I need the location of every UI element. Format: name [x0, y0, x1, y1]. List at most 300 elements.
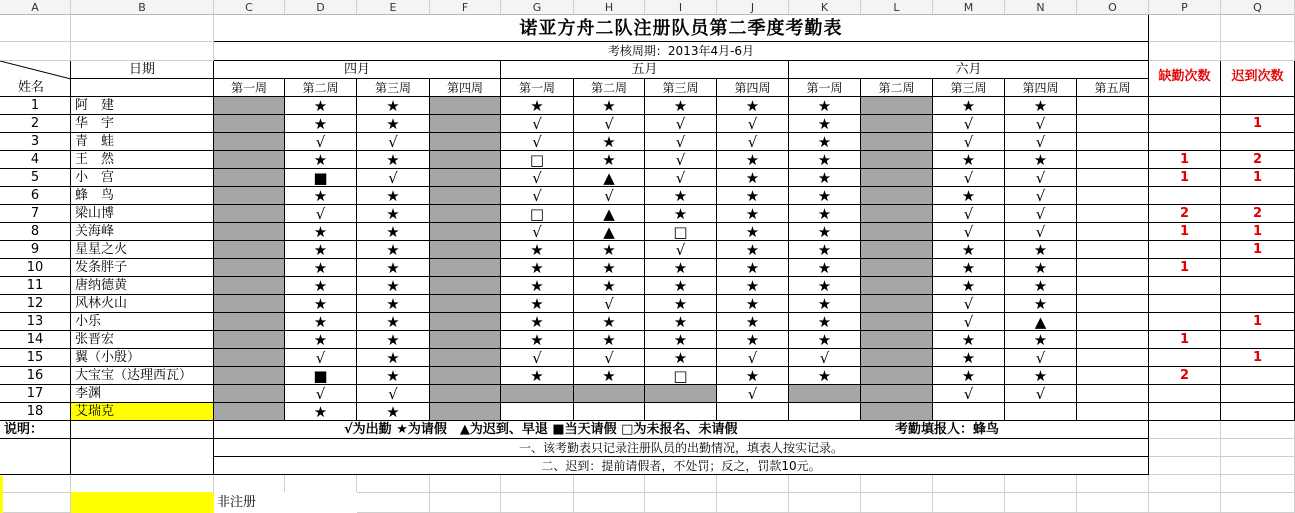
attendance-mark[interactable]: ★	[717, 331, 789, 349]
attendance-mark[interactable]	[861, 223, 933, 241]
attendance-mark[interactable]: ★	[357, 367, 430, 385]
late-count[interactable]: 1	[1221, 115, 1295, 133]
attendance-mark[interactable]: √	[285, 205, 357, 223]
attendance-mark[interactable]	[861, 169, 933, 187]
attendance-mark[interactable]: ★	[645, 349, 717, 367]
member-name[interactable]: 艾瑞克	[71, 403, 214, 421]
attendance-mark[interactable]: √	[357, 385, 430, 403]
attendance-mark[interactable]	[717, 403, 789, 421]
attendance-mark[interactable]: ★	[285, 241, 357, 259]
attendance-mark[interactable]: ★	[933, 187, 1005, 205]
late-count[interactable]	[1221, 331, 1295, 349]
grid-cell[interactable]	[933, 493, 1005, 513]
late-count[interactable]: 1	[1221, 169, 1295, 187]
grid-cell[interactable]	[717, 475, 789, 493]
attendance-mark[interactable]: √	[717, 133, 789, 151]
attendance-mark[interactable]: √	[645, 133, 717, 151]
member-name[interactable]: 唐纳德黄	[71, 277, 214, 295]
column-header-g[interactable]: G	[501, 0, 574, 15]
column-header-q[interactable]: Q	[1221, 0, 1295, 15]
attendance-mark[interactable]: ★	[501, 313, 574, 331]
attendance-mark[interactable]	[861, 259, 933, 277]
member-name[interactable]: 蜂 鸟	[71, 187, 214, 205]
attendance-mark[interactable]	[574, 385, 645, 403]
attendance-mark[interactable]: ★	[574, 151, 645, 169]
absence-count[interactable]	[1149, 349, 1221, 367]
attendance-mark[interactable]	[430, 385, 501, 403]
member-name[interactable]: 发条胖子	[71, 259, 214, 277]
attendance-mark[interactable]	[789, 403, 861, 421]
attendance-mark[interactable]: ★	[717, 205, 789, 223]
grid-cell[interactable]	[1005, 475, 1077, 493]
attendance-mark[interactable]	[1077, 169, 1149, 187]
attendance-mark[interactable]: ▲	[574, 223, 645, 241]
column-header-j[interactable]: J	[717, 0, 789, 15]
attendance-mark[interactable]: ★	[574, 241, 645, 259]
attendance-mark[interactable]	[789, 385, 861, 403]
attendance-mark[interactable]: √	[285, 385, 357, 403]
attendance-mark[interactable]: ★	[645, 205, 717, 223]
absence-count[interactable]	[1149, 133, 1221, 151]
attendance-mark[interactable]: ★	[645, 313, 717, 331]
absence-count[interactable]: 2	[1149, 205, 1221, 223]
late-count[interactable]	[1221, 385, 1295, 403]
grid-cell[interactable]	[1149, 457, 1221, 475]
attendance-mark[interactable]: √	[357, 133, 430, 151]
attendance-mark[interactable]: ★	[645, 277, 717, 295]
grid-cell[interactable]	[1221, 457, 1295, 475]
attendance-mark[interactable]: ★	[789, 277, 861, 295]
attendance-mark[interactable]: ▲	[1005, 313, 1077, 331]
absence-count[interactable]: 1	[1149, 169, 1221, 187]
grid-cell[interactable]	[1221, 475, 1295, 493]
grid-cell[interactable]	[1221, 493, 1295, 513]
absence-count[interactable]	[1149, 295, 1221, 313]
attendance-mark[interactable]: ★	[789, 115, 861, 133]
attendance-mark[interactable]: ★	[1005, 277, 1077, 295]
absence-count[interactable]	[1149, 313, 1221, 331]
attendance-mark[interactable]: ★	[933, 331, 1005, 349]
attendance-mark[interactable]: ★	[285, 277, 357, 295]
attendance-mark[interactable]: ★	[357, 241, 430, 259]
attendance-mark[interactable]: ▲	[574, 169, 645, 187]
column-header-m[interactable]: M	[933, 0, 1005, 15]
grid-cell[interactable]	[717, 493, 789, 513]
attendance-mark[interactable]: √	[717, 349, 789, 367]
attendance-mark[interactable]	[1077, 133, 1149, 151]
member-name[interactable]: 阿 建	[71, 97, 214, 115]
absence-count[interactable]	[1149, 241, 1221, 259]
attendance-mark[interactable]: ★	[933, 151, 1005, 169]
attendance-mark[interactable]	[861, 277, 933, 295]
member-name[interactable]: 风林火山	[71, 295, 214, 313]
attendance-mark[interactable]: ★	[1005, 151, 1077, 169]
grid-cell[interactable]	[1149, 493, 1221, 513]
attendance-mark[interactable]: √	[357, 169, 430, 187]
absence-count[interactable]: 1	[1149, 331, 1221, 349]
grid-cell[interactable]	[430, 475, 501, 493]
attendance-mark[interactable]	[430, 151, 501, 169]
grid-cell[interactable]	[0, 493, 71, 513]
column-header-p[interactable]: P	[1149, 0, 1221, 15]
attendance-mark[interactable]	[430, 313, 501, 331]
attendance-mark[interactable]: ★	[285, 223, 357, 241]
attendance-mark[interactable]	[861, 241, 933, 259]
attendance-mark[interactable]: ★	[574, 97, 645, 115]
late-count[interactable]: 1	[1221, 313, 1295, 331]
attendance-mark[interactable]	[861, 151, 933, 169]
member-name[interactable]: 张晋宏	[71, 331, 214, 349]
attendance-mark[interactable]	[861, 385, 933, 403]
member-name[interactable]: 小乐	[71, 313, 214, 331]
attendance-mark[interactable]: ★	[357, 97, 430, 115]
attendance-mark[interactable]	[1077, 187, 1149, 205]
attendance-mark[interactable]	[430, 169, 501, 187]
attendance-mark[interactable]: ★	[357, 349, 430, 367]
member-name[interactable]: 小 宫	[71, 169, 214, 187]
attendance-mark[interactable]: √	[574, 187, 645, 205]
attendance-mark[interactable]: √	[1005, 349, 1077, 367]
member-name[interactable]: 华 宇	[71, 115, 214, 133]
attendance-mark[interactable]: ★	[574, 277, 645, 295]
attendance-mark[interactable]	[430, 115, 501, 133]
grid-cell[interactable]	[285, 475, 357, 493]
attendance-mark[interactable]: ★	[1005, 97, 1077, 115]
attendance-mark[interactable]: √	[501, 223, 574, 241]
grid-cell[interactable]	[1149, 421, 1221, 439]
attendance-mark[interactable]: √	[933, 115, 1005, 133]
attendance-mark[interactable]: ★	[574, 133, 645, 151]
attendance-mark[interactable]	[214, 115, 285, 133]
attendance-mark[interactable]	[430, 241, 501, 259]
attendance-mark[interactable]: ★	[717, 223, 789, 241]
attendance-mark[interactable]: □	[501, 151, 574, 169]
attendance-mark[interactable]: √	[717, 385, 789, 403]
attendance-mark[interactable]: ★	[285, 259, 357, 277]
grid-cell[interactable]	[861, 493, 933, 513]
attendance-mark[interactable]: √	[933, 169, 1005, 187]
attendance-mark[interactable]: □	[645, 367, 717, 385]
attendance-mark[interactable]	[861, 367, 933, 385]
attendance-mark[interactable]	[1077, 151, 1149, 169]
attendance-mark[interactable]	[1077, 385, 1149, 403]
member-name[interactable]: 关海峰	[71, 223, 214, 241]
attendance-mark[interactable]: ★	[717, 169, 789, 187]
attendance-mark[interactable]: ★	[717, 367, 789, 385]
attendance-mark[interactable]: √	[1005, 205, 1077, 223]
attendance-mark[interactable]: ★	[285, 115, 357, 133]
attendance-mark[interactable]: ★	[789, 205, 861, 223]
absence-count[interactable]	[1149, 385, 1221, 403]
absence-count[interactable]	[1149, 97, 1221, 115]
attendance-mark[interactable]: ★	[357, 115, 430, 133]
attendance-mark[interactable]: ★	[789, 133, 861, 151]
attendance-mark[interactable]: ★	[501, 277, 574, 295]
attendance-mark[interactable]: √	[645, 115, 717, 133]
attendance-mark[interactable]	[430, 133, 501, 151]
attendance-mark[interactable]	[214, 277, 285, 295]
attendance-mark[interactable]: ★	[285, 151, 357, 169]
attendance-mark[interactable]	[214, 205, 285, 223]
column-header-n[interactable]: N	[1005, 0, 1077, 15]
attendance-mark[interactable]	[430, 259, 501, 277]
attendance-mark[interactable]: √	[1005, 385, 1077, 403]
attendance-mark[interactable]: √	[501, 349, 574, 367]
attendance-mark[interactable]: √	[574, 349, 645, 367]
attendance-mark[interactable]: ★	[933, 259, 1005, 277]
attendance-mark[interactable]	[214, 313, 285, 331]
attendance-mark[interactable]: ★	[574, 331, 645, 349]
attendance-mark[interactable]	[501, 385, 574, 403]
attendance-mark[interactable]: ★	[285, 403, 357, 421]
attendance-mark[interactable]: √	[501, 169, 574, 187]
attendance-mark[interactable]: ★	[1005, 331, 1077, 349]
attendance-mark[interactable]: √	[789, 349, 861, 367]
grid-cell[interactable]	[1149, 15, 1221, 42]
attendance-mark[interactable]: ★	[717, 151, 789, 169]
attendance-mark[interactable]	[861, 97, 933, 115]
grid-cell[interactable]	[0, 475, 71, 493]
attendance-mark[interactable]: ★	[501, 295, 574, 313]
attendance-mark[interactable]	[861, 331, 933, 349]
attendance-mark[interactable]: ★	[357, 313, 430, 331]
attendance-mark[interactable]: ★	[933, 349, 1005, 367]
attendance-mark[interactable]: ★	[789, 187, 861, 205]
attendance-mark[interactable]: ■	[285, 169, 357, 187]
attendance-mark[interactable]: ★	[789, 295, 861, 313]
attendance-mark[interactable]	[1077, 97, 1149, 115]
grid-cell[interactable]	[789, 475, 861, 493]
late-count[interactable]	[1221, 367, 1295, 385]
attendance-mark[interactable]	[861, 313, 933, 331]
attendance-mark[interactable]: ★	[574, 259, 645, 277]
attendance-mark[interactable]: ★	[501, 259, 574, 277]
attendance-mark[interactable]	[214, 169, 285, 187]
attendance-mark[interactable]	[214, 133, 285, 151]
grid-cell[interactable]	[861, 475, 933, 493]
attendance-mark[interactable]	[214, 385, 285, 403]
member-name[interactable]: 王 然	[71, 151, 214, 169]
attendance-mark[interactable]: ▲	[574, 205, 645, 223]
grid-cell[interactable]	[1149, 475, 1221, 493]
attendance-mark[interactable]: √	[285, 133, 357, 151]
attendance-mark[interactable]: ★	[501, 241, 574, 259]
member-name[interactable]: 青 蛙	[71, 133, 214, 151]
attendance-mark[interactable]: ★	[357, 277, 430, 295]
attendance-mark[interactable]: ★	[285, 331, 357, 349]
attendance-mark[interactable]: ★	[717, 295, 789, 313]
attendance-mark[interactable]: √	[933, 295, 1005, 313]
attendance-mark[interactable]: ★	[1005, 241, 1077, 259]
attendance-mark[interactable]	[861, 205, 933, 223]
attendance-mark[interactable]: ★	[717, 241, 789, 259]
column-header-k[interactable]: K	[789, 0, 861, 15]
attendance-mark[interactable]: ★	[357, 151, 430, 169]
late-count[interactable]: 2	[1221, 151, 1295, 169]
attendance-mark[interactable]	[861, 295, 933, 313]
late-count[interactable]	[1221, 403, 1295, 421]
attendance-mark[interactable]: ★	[501, 331, 574, 349]
attendance-mark[interactable]: √	[1005, 115, 1077, 133]
attendance-mark[interactable]: ★	[789, 223, 861, 241]
attendance-mark[interactable]: ★	[574, 367, 645, 385]
attendance-mark[interactable]: ★	[645, 295, 717, 313]
attendance-mark[interactable]: ★	[501, 367, 574, 385]
attendance-mark[interactable]	[1077, 349, 1149, 367]
attendance-mark[interactable]	[214, 331, 285, 349]
column-header-b[interactable]: B	[71, 0, 214, 15]
late-count[interactable]	[1221, 259, 1295, 277]
attendance-mark[interactable]	[214, 259, 285, 277]
absence-count[interactable]: 1	[1149, 223, 1221, 241]
attendance-mark[interactable]	[1077, 223, 1149, 241]
grid-cell[interactable]	[1149, 439, 1221, 457]
grid-cell[interactable]	[214, 475, 285, 493]
member-name[interactable]: 星星之火	[71, 241, 214, 259]
attendance-mark[interactable]	[430, 205, 501, 223]
attendance-mark[interactable]	[214, 223, 285, 241]
attendance-mark[interactable]	[430, 97, 501, 115]
attendance-mark[interactable]	[1077, 277, 1149, 295]
grid-cell[interactable]	[71, 42, 214, 61]
attendance-mark[interactable]	[1077, 331, 1149, 349]
attendance-mark[interactable]: ★	[1005, 259, 1077, 277]
absence-count[interactable]	[1149, 277, 1221, 295]
late-count[interactable]	[1221, 187, 1295, 205]
attendance-mark[interactable]: ★	[717, 259, 789, 277]
attendance-mark[interactable]: □	[501, 205, 574, 223]
attendance-mark[interactable]: ★	[789, 151, 861, 169]
attendance-mark[interactable]: √	[645, 151, 717, 169]
attendance-mark[interactable]	[214, 151, 285, 169]
attendance-mark[interactable]: √	[933, 223, 1005, 241]
attendance-mark[interactable]: ★	[645, 331, 717, 349]
attendance-mark[interactable]: √	[501, 187, 574, 205]
attendance-mark[interactable]: ★	[717, 313, 789, 331]
attendance-mark[interactable]: ★	[357, 223, 430, 241]
column-header-o[interactable]: O	[1077, 0, 1149, 15]
attendance-mark[interactable]	[1005, 403, 1077, 421]
attendance-mark[interactable]: ★	[789, 241, 861, 259]
late-count[interactable]	[1221, 277, 1295, 295]
member-name[interactable]: 李渊	[71, 385, 214, 403]
absence-count[interactable]: 1	[1149, 259, 1221, 277]
attendance-mark[interactable]: √	[933, 385, 1005, 403]
attendance-mark[interactable]: √	[574, 115, 645, 133]
attendance-mark[interactable]: ■	[285, 367, 357, 385]
grid-cell[interactable]	[1149, 42, 1221, 61]
grid-cell[interactable]	[789, 493, 861, 513]
attendance-mark[interactable]: ★	[717, 187, 789, 205]
attendance-mark[interactable]	[1077, 205, 1149, 223]
attendance-mark[interactable]	[861, 403, 933, 421]
attendance-mark[interactable]: √	[1005, 169, 1077, 187]
absence-count[interactable]: 1	[1149, 151, 1221, 169]
absence-count[interactable]	[1149, 115, 1221, 133]
attendance-mark[interactable]	[430, 277, 501, 295]
attendance-mark[interactable]	[214, 97, 285, 115]
attendance-mark[interactable]: √	[501, 115, 574, 133]
attendance-mark[interactable]	[1077, 241, 1149, 259]
attendance-mark[interactable]	[214, 295, 285, 313]
late-count[interactable]	[1221, 295, 1295, 313]
attendance-mark[interactable]: √	[933, 133, 1005, 151]
attendance-mark[interactable]: ★	[357, 205, 430, 223]
attendance-mark[interactable]: ★	[789, 259, 861, 277]
attendance-mark[interactable]: ★	[789, 97, 861, 115]
grid-cell[interactable]	[1077, 493, 1149, 513]
column-header-a[interactable]: A	[0, 0, 71, 15]
attendance-mark[interactable]	[861, 187, 933, 205]
attendance-mark[interactable]: ★	[717, 277, 789, 295]
late-count[interactable]	[1221, 97, 1295, 115]
grid-cell[interactable]	[1005, 493, 1077, 513]
grid-cell[interactable]	[501, 475, 574, 493]
attendance-mark[interactable]: √	[933, 313, 1005, 331]
late-count[interactable]: 1	[1221, 223, 1295, 241]
attendance-mark[interactable]: √	[933, 205, 1005, 223]
attendance-mark[interactable]: ★	[933, 277, 1005, 295]
attendance-mark[interactable]: □	[645, 223, 717, 241]
attendance-mark[interactable]: ★	[285, 313, 357, 331]
attendance-mark[interactable]: √	[717, 115, 789, 133]
attendance-mark[interactable]	[430, 223, 501, 241]
attendance-mark[interactable]: ★	[357, 331, 430, 349]
attendance-mark[interactable]: ★	[501, 97, 574, 115]
attendance-mark[interactable]: ★	[933, 97, 1005, 115]
column-header-d[interactable]: D	[285, 0, 357, 15]
member-name[interactable]: 翼（小殷）	[71, 349, 214, 367]
attendance-mark[interactable]: ★	[574, 313, 645, 331]
attendance-mark[interactable]	[214, 367, 285, 385]
column-header-c[interactable]: C	[214, 0, 285, 15]
attendance-mark[interactable]	[1077, 259, 1149, 277]
attendance-mark[interactable]: ★	[285, 187, 357, 205]
late-count[interactable]: 1	[1221, 349, 1295, 367]
attendance-mark[interactable]	[1077, 313, 1149, 331]
grid-cell[interactable]	[1077, 475, 1149, 493]
attendance-mark[interactable]	[430, 331, 501, 349]
attendance-mark[interactable]: √	[1005, 133, 1077, 151]
grid-cell[interactable]	[0, 15, 71, 42]
attendance-mark[interactable]	[430, 403, 501, 421]
attendance-mark[interactable]: √	[645, 169, 717, 187]
grid-cell[interactable]	[71, 15, 214, 42]
grid-cell[interactable]	[1221, 421, 1295, 439]
attendance-mark[interactable]	[645, 385, 717, 403]
attendance-mark[interactable]: ★	[645, 97, 717, 115]
attendance-mark[interactable]: √	[645, 241, 717, 259]
absence-count[interactable]	[1149, 187, 1221, 205]
column-header-e[interactable]: E	[357, 0, 430, 15]
attendance-mark[interactable]	[214, 349, 285, 367]
grid-cell[interactable]	[71, 475, 214, 493]
attendance-mark[interactable]: ★	[789, 313, 861, 331]
attendance-mark[interactable]: ★	[789, 169, 861, 187]
grid-cell[interactable]	[645, 493, 717, 513]
attendance-mark[interactable]: ★	[285, 97, 357, 115]
attendance-mark[interactable]	[214, 187, 285, 205]
absence-count[interactable]	[1149, 403, 1221, 421]
attendance-mark[interactable]: ★	[357, 403, 430, 421]
attendance-mark[interactable]: ★	[357, 187, 430, 205]
attendance-mark[interactable]	[430, 295, 501, 313]
absence-count[interactable]: 2	[1149, 367, 1221, 385]
column-header-l[interactable]: L	[861, 0, 933, 15]
attendance-mark[interactable]: ★	[933, 241, 1005, 259]
attendance-mark[interactable]: √	[1005, 223, 1077, 241]
late-count[interactable]: 2	[1221, 205, 1295, 223]
